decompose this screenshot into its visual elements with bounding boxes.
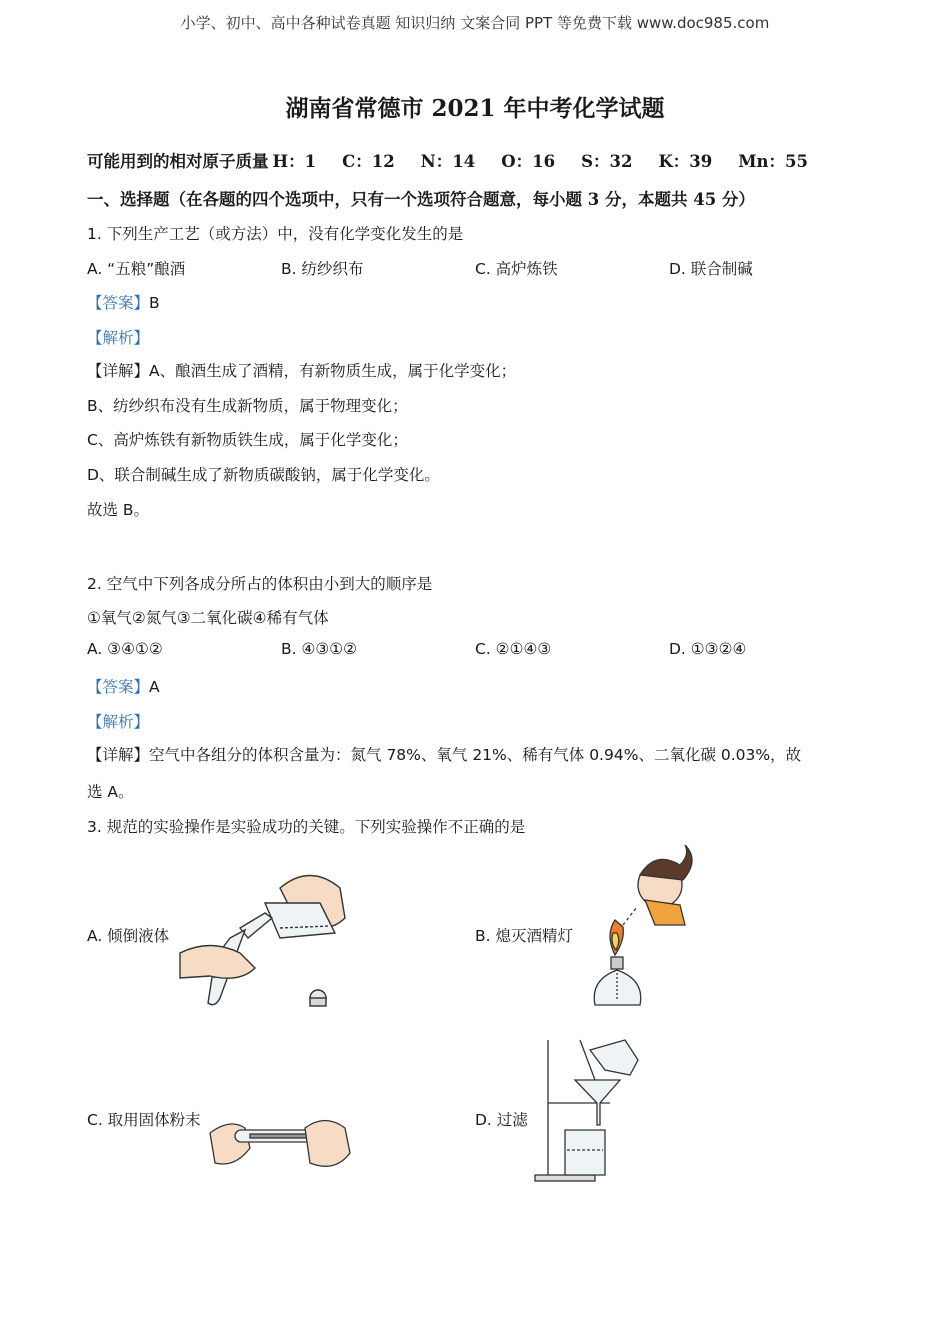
detail-tag: 【详解】: [87, 746, 150, 764]
q1-detail-line: B、纺纱织布没有生成新物质，属于物理变化；: [87, 397, 408, 415]
extinguish-lamp-illustration: [575, 845, 705, 1015]
q3-stem: 3. 规范的实验操作是实验成功的关键。下列实验操作不正确的是: [87, 818, 526, 836]
q3-option-a: A. 倾倒液体: [87, 927, 170, 945]
mass-h: H：1: [272, 152, 317, 171]
answer-value: B: [149, 294, 160, 312]
q3-option-c: C. 取用固体粉末: [87, 1111, 201, 1129]
q1-detail-line: C、高炉炼铁有新物质铁生成，属于化学变化；: [87, 431, 408, 449]
pouring-liquid-illustration: [170, 858, 370, 1018]
q1-option-b: B. 纺纱织布: [281, 260, 364, 278]
q2-option-d: D. ①③②④: [669, 640, 747, 658]
q1-detail-line: D、联合制碱生成了新物质碳酸钠，属于化学变化。: [87, 466, 440, 484]
site-header: 小学、初中、高中各种试卷真题 知识归纳 文案合同 PPT 等免费下载 www.doc985.com: [180, 14, 770, 32]
q2-answer: [87, 675, 160, 697]
mass-mn: Mn：55: [738, 152, 808, 171]
mass-n: N：14: [420, 152, 476, 171]
mass-s: S：32: [581, 152, 633, 171]
q1-conclusion: 故选 B。: [87, 501, 150, 519]
q1-stem: 1. 下列生产工艺（或方法）中，没有化学变化发生的是: [87, 225, 464, 243]
q1-answer: [87, 291, 160, 313]
atomic-mass-line: [87, 148, 834, 172]
q2-option-a: A. ③④①②: [87, 640, 163, 658]
q2-detail-line: [87, 743, 801, 765]
q3-option-d: D. 过滤: [475, 1111, 528, 1129]
mass-c: C：12: [342, 152, 395, 171]
q2-option-b: B. ④③①②: [281, 640, 358, 658]
q2-detail-line: 选 A。: [87, 783, 134, 801]
q1-analysis-tag: 【解析】: [87, 329, 150, 347]
filtration-illustration: [530, 1035, 650, 1185]
detail-tag: 【详解】: [87, 362, 150, 380]
answer-tag: 【答案】: [87, 294, 150, 312]
q1-option-d: D. 联合制碱: [669, 260, 753, 278]
q1-detail-line: [87, 359, 516, 381]
atomic-mass-label: 可能用到的相对原子质量: [87, 152, 269, 171]
mass-k: K：39: [658, 152, 713, 171]
q2-stem: 2. 空气中下列各成分所占的体积由小到大的顺序是: [87, 575, 433, 593]
q1-option-a: A. “五粮”酿酒: [87, 260, 186, 278]
solid-powder-illustration: [205, 1108, 355, 1183]
q3-option-b: B. 熄灭酒精灯: [475, 927, 573, 945]
answer-value: A: [149, 678, 160, 696]
q2-substances: ①氧气②氮气③二氧化碳④稀有气体: [87, 609, 329, 627]
page-title: 湖南省常德市 2021 年中考化学试题: [285, 95, 665, 122]
answer-tag: 【答案】: [87, 678, 150, 696]
mass-o: O：16: [501, 152, 556, 171]
detail-text: 空气中各组分的体积含量为：氮气 78%、氧气 21%、稀有气体 0.94%、二氧化碳 0.03%，故: [149, 746, 802, 764]
section-heading: 一、选择题（在各题的四个选项中，只有一个选项符合题意，每小题 3 分，本题共 45 分）: [87, 190, 755, 209]
detail-text: A、酿酒生成了酒精，有新物质生成，属于化学变化；: [149, 362, 517, 380]
q1-option-c: C. 高炉炼铁: [475, 260, 558, 278]
q2-option-c: C. ②①④③: [475, 640, 552, 658]
q2-analysis-tag: 【解析】: [87, 713, 150, 731]
